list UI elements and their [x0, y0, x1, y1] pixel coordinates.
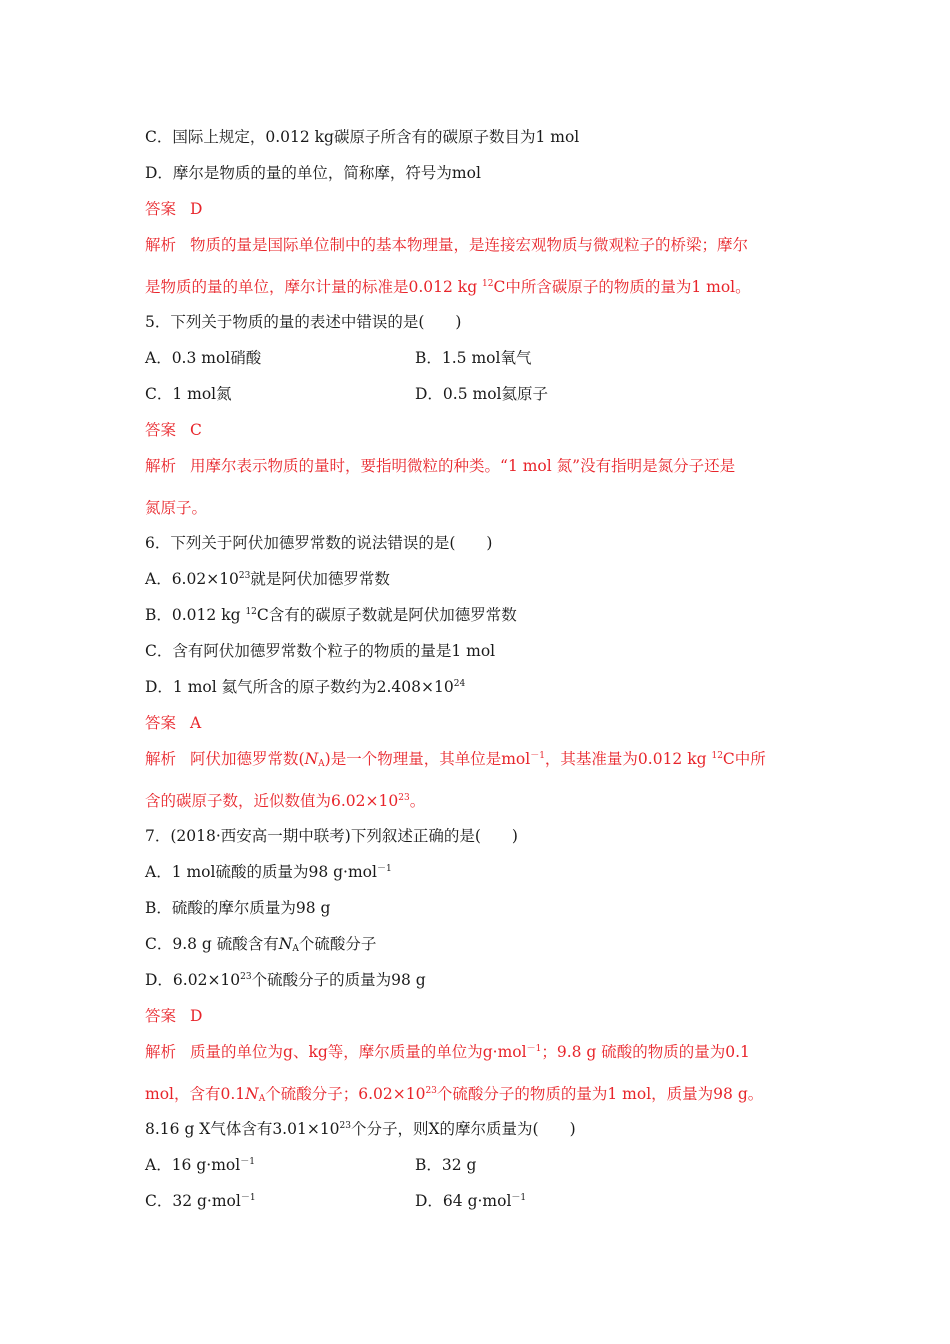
analysis-label: 解析 — [145, 750, 177, 768]
stem-text: 8.16 g X气体含有3.01×10 — [145, 1120, 340, 1138]
q5-option-b: B．1.5 mol氧气 — [415, 349, 532, 367]
q7-analysis-line-2 — [145, 1083, 763, 1105]
q8-option-c — [145, 1192, 256, 1210]
option-text: A．1 mol硫酸的质量为98 g·mol — [145, 863, 377, 881]
option-text: C含有的碳原子数就是阿伏加德罗常数 — [256, 606, 517, 624]
analysis-text: ；9.8 g 硫酸的物质的量为0.1 — [541, 1043, 750, 1061]
analysis-text: 用摩尔表示物质的量时，要指明微粒的种类。“1 mol 氮”没有指明是氮分子还是 — [190, 457, 736, 475]
q5-option-d: D．0.5 mol氦原子 — [415, 385, 548, 403]
q8-stem — [145, 1118, 576, 1140]
answer-label: 答案 — [145, 714, 177, 732]
analysis-text: ，其基准量为0.012 kg — [544, 750, 712, 768]
isotope-mass-number: 12 — [482, 279, 494, 289]
exponent: 24 — [453, 679, 466, 689]
exponent: －1 — [240, 1157, 255, 1167]
q8-option-b: B．32 g — [415, 1156, 477, 1174]
q7-option-c — [145, 933, 376, 955]
exponent: 23 — [238, 571, 251, 581]
answer-value: A — [190, 714, 202, 732]
q7-analysis-line-1 — [145, 1041, 750, 1063]
exponent: －1 — [376, 864, 392, 874]
q4-analysis-line-2 — [145, 276, 751, 298]
analysis-text: 含的碳原子数，近似数值为6.02×10 — [145, 792, 399, 810]
option-text: B．0.012 kg — [145, 606, 246, 624]
q7-answer — [145, 1005, 202, 1027]
analysis-text: C中所 — [722, 750, 766, 768]
option-text: D．1 mol 氦气所含的原子数约为2.408×10 — [145, 678, 454, 696]
avogadro-subscript: A — [318, 759, 325, 769]
exponent: －1 — [530, 751, 545, 761]
answer-label: 答案 — [145, 421, 177, 439]
q5-options-row-1 — [145, 347, 532, 369]
q5-option-a: A．0.3 mol硝酸 — [145, 349, 262, 367]
option-text: 个硫酸分子的质量为98 g — [251, 971, 426, 989]
analysis-text: C中所含碳原子的物质的量为1 mol。 — [493, 278, 751, 296]
stem-text: 个分子，则X的摩尔质量为( ) — [351, 1120, 576, 1138]
q6-analysis-line-1 — [145, 748, 766, 770]
q6-option-d — [145, 676, 465, 698]
option-text: C．9.8 g 硫酸含有 — [145, 935, 279, 953]
analysis-text: 是物质的量的单位，摩尔计量的标准是0.012 kg — [145, 278, 483, 296]
option-text: 个硫酸分子 — [298, 935, 377, 953]
answer-label: 答案 — [145, 200, 177, 218]
q7-option-b: B．硫酸的摩尔质量为98 g — [145, 899, 331, 917]
q6-answer — [145, 712, 201, 734]
analysis-text: 阿伏加德罗常数( — [190, 750, 305, 768]
q8-options-row-1 — [145, 1154, 477, 1176]
exponent: －1 — [240, 1193, 256, 1203]
analysis-text: 质量的单位为g、kg等，摩尔质量的单位为g·mol — [190, 1043, 527, 1061]
avogadro-symbol: N — [304, 750, 319, 768]
q5-analysis-line-1 — [145, 455, 735, 477]
exponent: －1 — [511, 1193, 527, 1203]
q7-stem: 7．(2018·西安高一期中联考)下列叙述正确的是( ) — [145, 827, 518, 845]
analysis-label: 解析 — [145, 1043, 177, 1061]
avogadro-subscript: A — [292, 944, 299, 954]
q8-option-d — [415, 1190, 526, 1212]
option-text: A．6.02×10 — [145, 570, 239, 588]
exponent: 23 — [240, 972, 252, 982]
analysis-text: )是一个物理量，其单位是mol — [324, 750, 531, 768]
isotope-mass-number: 12 — [245, 607, 257, 617]
isotope-mass-number: 12 — [711, 751, 723, 761]
q5-analysis-line-2: 氮原子。 — [145, 499, 208, 517]
q5-answer — [145, 419, 202, 441]
q7-option-d — [145, 969, 426, 991]
q7-option-a — [145, 861, 392, 883]
analysis-label: 解析 — [145, 457, 177, 475]
analysis-label: 解析 — [145, 236, 177, 254]
option-text: C．32 g·mol — [145, 1192, 241, 1210]
exponent: 23 — [398, 793, 410, 803]
avogadro-symbol: N — [278, 935, 293, 953]
analysis-text: 物质的量是国际单位制中的基本物理量，是连接宏观物质与微观粒子的桥梁；摩尔 — [190, 236, 749, 254]
option-text: 就是阿伏加德罗常数 — [250, 570, 390, 588]
analysis-text: 。 — [409, 792, 426, 810]
analysis-text: 个硫酸分子的物质的量为1 mol，质量为98 g。 — [436, 1085, 764, 1103]
q6-option-b — [145, 604, 517, 626]
avogadro-symbol: N — [245, 1085, 259, 1103]
analysis-text: 个硫酸分子；6.02×10 — [265, 1085, 426, 1103]
answer-value: D — [190, 200, 203, 218]
answer-value: D — [190, 1007, 203, 1025]
q5-options-row-2 — [145, 383, 548, 405]
q6-analysis-line-2 — [145, 790, 425, 812]
answer-value: C — [190, 421, 202, 439]
exponent: 23 — [339, 1121, 351, 1131]
q5-stem: 5．下列关于物质的量的表述中错误的是( ) — [145, 313, 462, 331]
q4-analysis-line-1 — [145, 234, 748, 256]
option-text: A．16 g·mol — [145, 1156, 241, 1174]
option-text: D．64 g·mol — [415, 1192, 512, 1210]
q5-option-c: C．1 mol氮 — [145, 385, 232, 403]
q6-option-a — [145, 568, 390, 590]
q6-option-c: C．含有阿伏加德罗常数个粒子的物质的量是1 mol — [145, 642, 496, 660]
q4-option-d: D．摩尔是物质的量的单位，简称摩，符号为mol — [145, 164, 481, 182]
exponent: －1 — [526, 1044, 542, 1054]
answer-label: 答案 — [145, 1007, 177, 1025]
q8-option-a — [145, 1156, 255, 1174]
option-text: D．6.02×10 — [145, 971, 241, 989]
q8-options-row-2 — [145, 1190, 527, 1212]
analysis-text: mol，含有0.1 — [145, 1085, 246, 1103]
exponent: 23 — [425, 1086, 437, 1096]
q4-answer — [145, 198, 202, 220]
q6-stem: 6．下列关于阿伏加德罗常数的说法错误的是( ) — [145, 534, 493, 552]
avogadro-subscript: A — [258, 1094, 266, 1104]
q4-option-c: C．国际上规定，0.012 kg碳原子所含有的碳原子数目为1 mol — [145, 128, 580, 146]
